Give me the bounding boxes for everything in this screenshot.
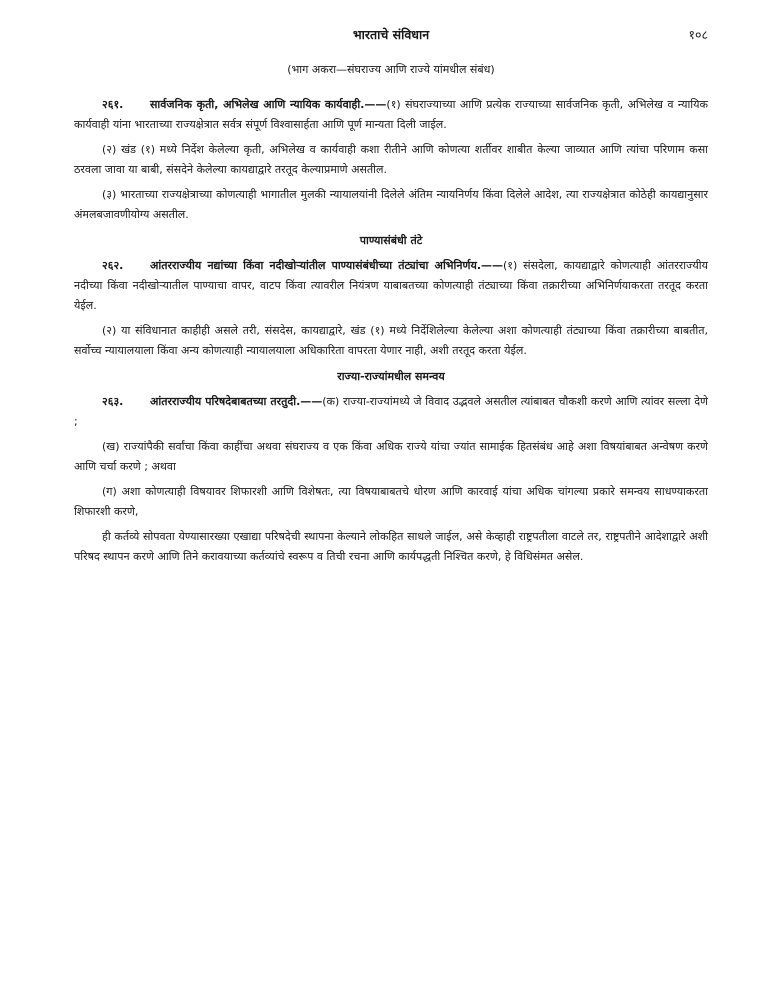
page-title: भारताचे संविधान bbox=[352, 27, 430, 42]
clause-text: (क) राज्या-राज्यांमध्ये जे विवाद उद्भवले असतील त्यांबाबत चौकशी करणे आणि त्यांवर सल्ला देणे ; bbox=[74, 395, 708, 428]
article-number: २६१. bbox=[102, 98, 124, 111]
article-263-clause-kh: (ख) राज्यांपैकी सर्वांचा किंवा काहींचा अथवा संघराज्य व एक किंवा अधिक राज्ये यांचा ज्यांत सामाईक हितसंबंध आहे अशा विषयांबाबत अन्वेषण करणे आणि चर्चा करणे ; अथवा bbox=[74, 440, 708, 473]
article-heading: आंतरराज्यीय परिषदेबाबतच्या तरतुदी.—— bbox=[150, 395, 323, 408]
section-heading-inter-state-coordination: राज्या-राज्यांमधील समन्वय bbox=[337, 370, 445, 383]
article-number: २६३. bbox=[102, 395, 124, 408]
article-263-closing: ही कर्तव्ये सोपवता येण्यासारख्या एखाद्या परिषदेची स्थापना केल्याने लोकहित साधले जाईल, असे केव्हाही राष्ट्रपतीला वाटले तर, राष्ट्रपतीने आदेशाद्वारे अशी परिषद स्थापन करणे आणि तिने करावयाच्या कर्तव्यांचे स्वरूप व तिची रचना आणि कार्यपद्धती निश्चित करणे, हे विधिसंमत असेल. bbox=[74, 530, 708, 563]
page-number: १०८ bbox=[688, 27, 708, 42]
article-263-clause-k bbox=[74, 392, 708, 432]
article-261-clause-2: (२) खंड (१) मध्ये निर्देश केलेल्या कृती, अभिलेख व कार्यवाही कशा रीतीने आणि कोणत्या शर्तीवर शाबीत केल्या जाव्यात आणि त्यांचा परिणाम कसा ठरवला जावा या बाबी, संसदेने केलेल्या कायद्याद्वारे तरतूद केल्याप्रमाणे असतील. bbox=[74, 143, 708, 176]
section-heading-water-disputes: पाण्यासंबंधी तंटे bbox=[359, 234, 423, 247]
article-261-clause-1 bbox=[74, 95, 708, 135]
article-261-clause-3: (३) भारताच्या राज्यक्षेत्राच्या कोणत्याही भागातील मुलकी न्यायालयांनी दिलेले अंतिम न्यायनिर्णय किंवा दिलेले आदेश, त्या राज्यक्षेत्रात कोठेही कायद्यानुसार अंमलबजावणीयोग्य असतील. bbox=[74, 188, 708, 221]
clause-text: (१) संसदेला, कायद्याद्वारे कोणत्याही आंतरराज्यीय नदीच्या किंवा नदीखोऱ्यातील पाण्याचा वापर, वाटप किंवा त्यावरील नियंत्रण याबाबतच्या कोणत्याही तंट्याच्या किंवा तक्रारीच्या अभिनिर्णयाकरता तरतूद करता येईल. bbox=[74, 259, 708, 312]
article-262-clause-1 bbox=[74, 256, 708, 316]
part-subtitle: (भाग अकरा—संघराज्य आणि राज्ये यांमधील संबंध) bbox=[287, 63, 495, 76]
article-263-clause-g: (ग) अशा कोणत्याही विषयावर शिफारशी आणि विशेषतः, त्या विषयाबाबतचे धोरण आणि कारवाई यांचा अधिक चांगल्या प्रकारे समन्वय साधण्याकरता शिफारशी करणे, bbox=[74, 485, 708, 518]
article-heading: सार्वजनिक कृती, अभिलेख आणि न्यायिक कार्यवाही.—— bbox=[150, 98, 387, 111]
page-header bbox=[74, 26, 708, 48]
article-number: २६२. bbox=[102, 259, 124, 272]
article-heading: आंतरराज्यीय नद्यांच्या किंवा नदीखोऱ्यांतील पाण्यासंबंधीच्या तंट्यांचा अभिनिर्णय.—— bbox=[150, 259, 503, 272]
clause-text: (१) संघराज्याच्या आणि प्रत्येक राज्याच्या सार्वजनिक कृती, अभिलेख व न्यायिक कार्यवाही यांना भारताच्या राज्यक्षेत्रात सर्वत्र संपूर्ण विश्वासार्हता आणि पूर्ण मान्यता दिली जाईल. bbox=[74, 98, 708, 131]
article-262-clause-2: (२) या संविधानात काहीही असले तरी, संसदेस, कायद्याद्वारे, खंड (१) मध्ये निर्देशिलेल्या केलेल्या अशा कोणत्याही तंट्याच्या किंवा तक्रारीच्या बाबतीत, सर्वोच्च न्यायालयाला किंवा अन्य कोणत्याही न्यायालयाला अधिकारिता वापरता येणार नाही, अशी तरतूद करता येईल. bbox=[74, 324, 708, 357]
